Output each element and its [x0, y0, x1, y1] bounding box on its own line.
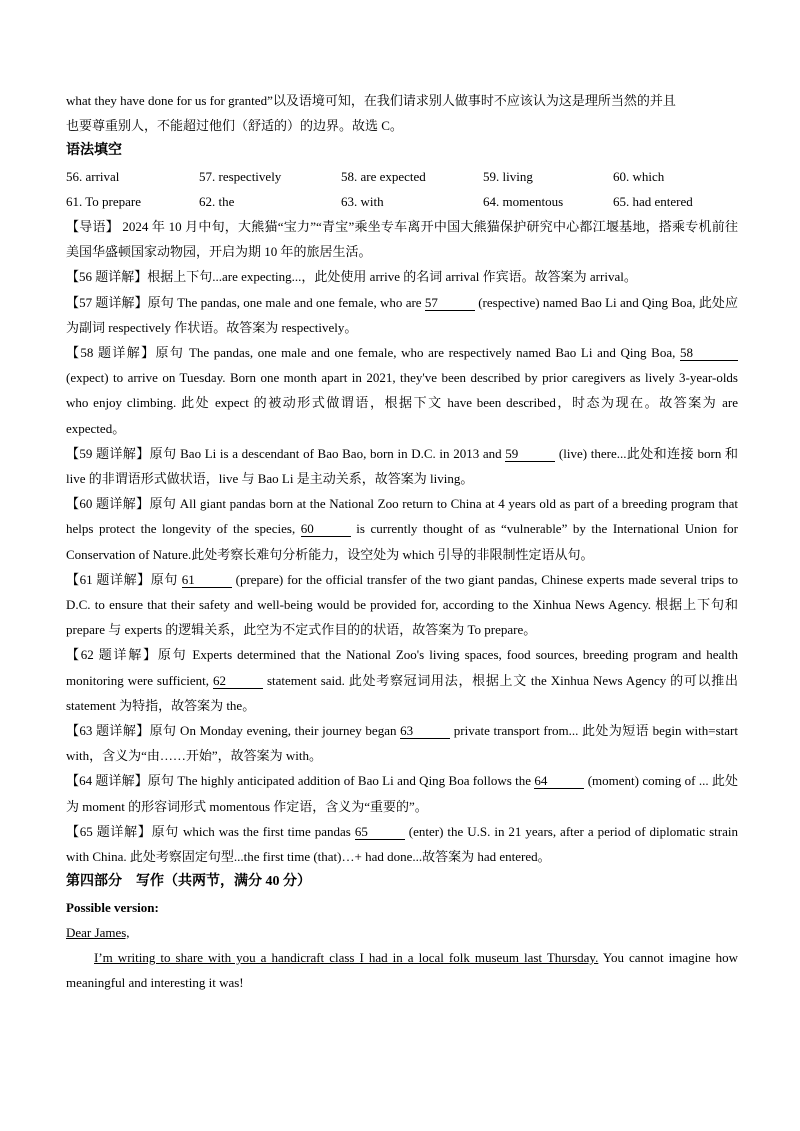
answer-item: 58. are expected	[341, 168, 426, 184]
explanation-text: (prepare) for the official transfer of the two giant pandas, Chinese experts made several trips to D.C. to ensure that their safety and well-being would be provided for, according to the Xinhua News Agency. 根据上下句和 prepare 与 experts 的逻辑关系，此空为不定式作目的的状语，故答案为 To prepare。	[66, 571, 738, 638]
answer-blank: 65	[355, 824, 405, 840]
explanation-label: 【65 题详解】	[66, 823, 152, 839]
explanation-text: 原句 On Monday evening, their journey began	[149, 723, 401, 739]
answer-blank: 58	[680, 345, 738, 361]
answer-item: 57. respectively	[199, 168, 282, 184]
explanation-text: (expect) to arrive on Tuesday. Born one month apart in 2021, they've been described by prior caregivers as lively 3-year-olds who enjoy climbing. 此处 expect 的被动形式做谓语，根据下文 have been described，时态为现在。故答案为 are expected。	[66, 370, 738, 436]
explanation-label: 【64 题详解】	[66, 773, 148, 789]
explanation-label: 【60 题详解】	[66, 496, 150, 512]
essay-paragraph	[66, 945, 738, 995]
explanation-label: 【63 题详解】	[66, 723, 150, 739]
answer-item: 64. momentous	[483, 193, 564, 209]
explanation-text: (enter) the U.S. in 21 years, after a period of diplomatic strain with China. 此处考察固定句型...the first time (that)…+ had done...故答案为 had entered。	[66, 823, 738, 865]
explanation-60	[66, 491, 738, 567]
explanation-text: (respective) named Bao Li and Qing Boa, 此处应为副词 respectively 作状语。故答案为 respectively。	[66, 294, 738, 335]
explanation-57	[66, 290, 738, 340]
explanation-text: 原句 Bao Li is a descendant of Bao Bao, born in D.C. in 2013 and	[149, 445, 506, 461]
explanation-62	[66, 642, 738, 718]
answer-blank: 64	[534, 773, 584, 789]
answer-blank: 61	[182, 572, 232, 588]
explanation-label: 【62 题详解】	[66, 647, 158, 663]
explanation-text: (moment) coming of ... 此处为 moment 的形容词形式 momentous 作定语，含义为“重要的”。	[66, 773, 738, 814]
essay-text: You cannot imagine how meaningful and interesting it was!	[66, 949, 738, 991]
answer-key-grid	[66, 164, 738, 214]
explanation-56	[66, 264, 738, 289]
explanation-text: 原句 Experts determined that the National Zoo's living spaces, food sources, breeding program and health monitoring were sufficient,	[66, 647, 738, 688]
explanation-text: 原句 The pandas, one male and one female, who are	[147, 294, 425, 310]
explanation-text: private transport from... 此处为短语 begin with=start with，含义为“由……开始”，故答案为 with。	[66, 723, 738, 764]
explanation-label: 【57 题详解】	[66, 294, 148, 310]
prev-line-1: what they have done for us for granted”以及语境可知，在我们请求别人做事时不应该认为这是理所当然的并且	[66, 93, 676, 108]
answer-blank: 59	[505, 446, 555, 462]
explanation-text: 原句 which was the first time pandas	[151, 823, 355, 839]
answer-blank: 62	[213, 673, 263, 689]
explanation-59	[66, 441, 738, 491]
explanation-label: 【61 题详解】	[66, 571, 151, 587]
explanation-text: is currently thought of as “vulnerable” by the International Union for Conservation of Nature.此处考察长难句分析能力，设空处为 which 引导的非限制性定语从句。	[66, 521, 738, 562]
answer-item: 65. had entered	[613, 193, 693, 209]
previous-answer-text	[66, 88, 738, 138]
explanation-text: statement said. 此处考察冠词用法，根据上文 the Xinhua News Agency 的可以推出 statement 为特指，故答案为 the。	[66, 672, 738, 713]
part4-title: 第四部分 写作（共两节，满分 40 分）	[66, 874, 311, 890]
explanation-65	[66, 819, 738, 869]
explanation-63	[66, 718, 738, 768]
answer-item: 63. with	[341, 193, 384, 209]
explanation-text: 原句 The pandas, one male and one female, who are respectively named Bao Li and Qing Boa,	[155, 345, 680, 361]
salutation: Dear James,	[66, 924, 130, 940]
answer-blank: 60	[301, 521, 351, 537]
guide-paragraph	[66, 214, 738, 264]
document-page	[66, 88, 738, 995]
prev-line-2: 也要尊重别人，不能超过他们（舒适的）的边界。故选 C。	[66, 118, 403, 134]
guide-label: 【导语】	[66, 219, 119, 235]
answer-item: 61. To prepare	[66, 193, 142, 209]
explanation-text: (live) there...此处和连接 born 和 live 的非谓语形式做状语，live 与 Bao Li 是主动关系，故答案为 living。	[66, 445, 739, 487]
essay-underlined-sentence: I’m writing to share with you a handicraft class I had in a local folk museum last Thursday.	[94, 949, 599, 965]
explanation-text: 原句 The highly anticipated addition of Bao Li and Qing Boa follows the	[147, 773, 535, 789]
explanation-label: 【56 题详解】	[66, 269, 148, 285]
answer-item: 56. arrival	[66, 168, 120, 184]
explanation-label: 【58 题详解】	[66, 345, 156, 361]
answer-blank: 57	[425, 295, 475, 311]
section-title-grammar: 语法填空	[66, 143, 122, 159]
answer-item: 59. living	[483, 168, 533, 184]
explanation-text: 根据上下句...are expecting...，此处使用 arrive 的名词 arrival 作宾语。故答案为 arrival。	[147, 269, 637, 285]
explanation-64	[66, 768, 738, 818]
guide-text: 2024 年 10 月中旬，大熊猫“宝力”“青宝”乘坐专车离开中国大熊猫保护研究中心都江堰基地，搭乘专机前往美国华盛顿国家动物园，开启为期 10 年的旅居生活。	[66, 219, 738, 260]
explanation-text: 原句	[150, 571, 182, 587]
answer-blank: 63	[400, 723, 450, 739]
explanation-61	[66, 567, 738, 643]
possible-version-label: Possible version:	[66, 899, 159, 915]
explanation-label: 【59 题详解】	[66, 445, 150, 461]
explanation-58	[66, 340, 738, 441]
answer-item: 62. the	[199, 193, 235, 209]
explanation-text: 原句 All giant pandas born at the National Zoo return to China at 4 years old as part of a breeding program that helps protect the longevity of the species,	[66, 496, 738, 537]
answer-item: 60. which	[613, 168, 665, 184]
